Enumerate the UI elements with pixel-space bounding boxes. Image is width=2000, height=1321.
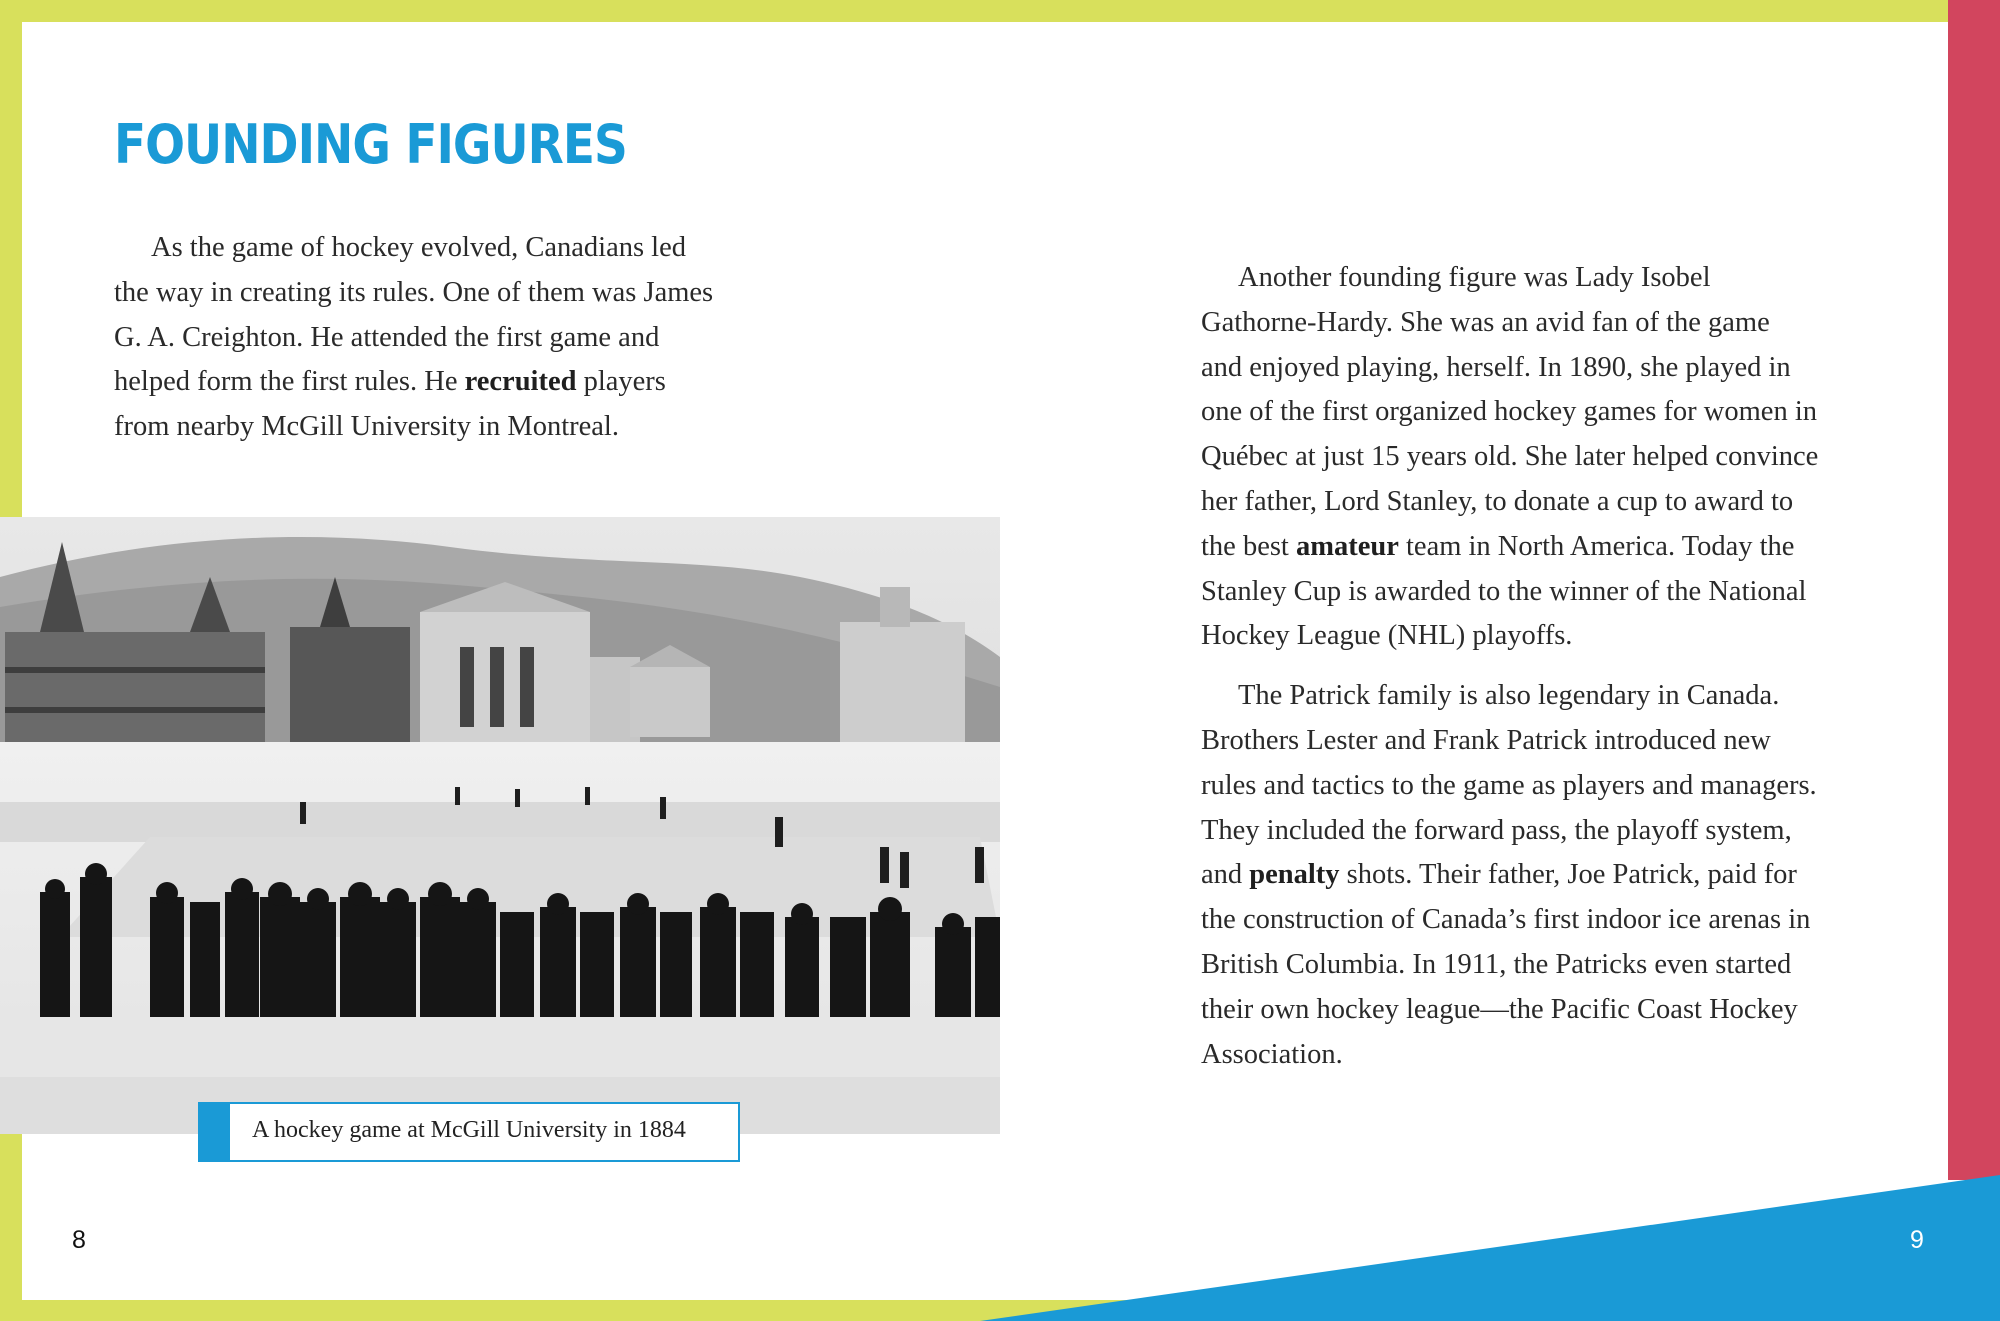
text-line: Québec at just 15 years old. She later helped convince xyxy=(1201,441,1819,473)
text-line: Gathorne-Hardy. She was an avid fan of the game xyxy=(1201,306,1770,338)
text-line: Another founding figure was Lady Isobel xyxy=(1238,262,1711,293)
photo-caption: A hockey game at McGill University in 1884 xyxy=(252,1117,686,1143)
text-line: rules and tactics to the game as players and managers. xyxy=(1201,769,1817,801)
text-line: the best amateur team in North America. Today the xyxy=(1201,530,1795,562)
text-line: Stanley Cup is awarded to the winner of the National xyxy=(1201,575,1807,607)
right-column xyxy=(1201,256,1881,1077)
text-line: The Patrick family is also legendary in Canada. xyxy=(1238,680,1780,712)
paragraph-isobel xyxy=(1201,256,1881,659)
section-heading: FOUNDING FIGURES xyxy=(114,113,627,177)
text-line: and enjoyed playing, herself. In 1890, she played in xyxy=(1201,351,1791,383)
keyword-recruited: recruited xyxy=(464,366,577,398)
historic-photo-hockey-game xyxy=(0,517,1000,1134)
paragraph-patrick xyxy=(1201,674,1881,1077)
text-line: Hockey League (NHL) playoffs. xyxy=(1201,620,1573,652)
text-line: British Columbia. In 1911, the Patricks even started xyxy=(1201,948,1792,980)
bottom-blue-wedge xyxy=(980,1175,2000,1321)
right-pink-band xyxy=(1948,0,2000,1180)
text-line: G. A. Creighton. He attended the first game and xyxy=(114,321,660,353)
caption-accent-bar xyxy=(200,1104,230,1160)
top-lime-band xyxy=(0,0,1948,22)
photo-illustration xyxy=(0,517,1000,1134)
left-paragraph xyxy=(114,226,764,450)
page-number-right: 9 xyxy=(1910,1226,1924,1254)
keyword-penalty: penalty xyxy=(1249,859,1340,891)
text-line: Brothers Lester and Frank Patrick introduced new xyxy=(1201,724,1771,756)
text-line: As the game of hockey evolved, Canadians led xyxy=(151,232,687,263)
page-number-left: 8 xyxy=(72,1226,86,1254)
text-line: the way in creating its rules. One of them was James xyxy=(114,276,714,308)
text-line: the construction of Canada’s first indoor ice arenas in xyxy=(1201,904,1811,936)
keyword-amateur: amateur xyxy=(1295,530,1399,562)
photo-caption-box xyxy=(198,1102,740,1162)
text-line: Association. xyxy=(1201,1038,1343,1070)
text-line: and penalty shots. Their father, Joe Patrick, paid for xyxy=(1201,859,1797,891)
text-line: one of the first organized hockey games for women in xyxy=(1201,396,1817,428)
text-line: helped form the first rules. He recruited players xyxy=(114,366,666,398)
text-line: their own hockey league—the Pacific Coast Hockey xyxy=(1201,993,1798,1025)
text-line: They included the forward pass, the playoff system, xyxy=(1201,814,1792,846)
text-line: her father, Lord Stanley, to donate a cup to award to xyxy=(1201,485,1794,517)
text-line: from nearby McGill University in Montreal. xyxy=(114,411,619,443)
